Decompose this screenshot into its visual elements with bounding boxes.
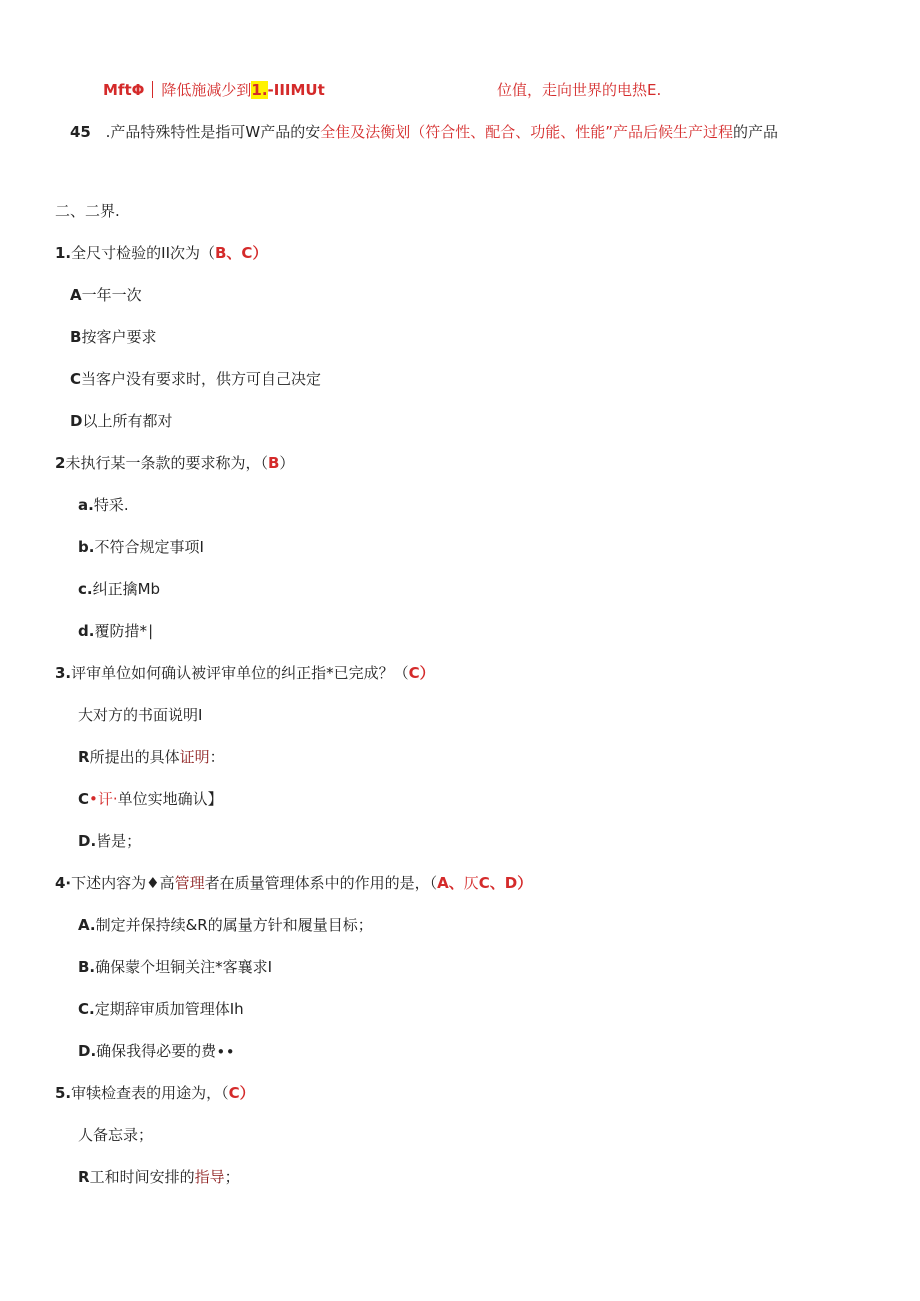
question-2-answer: B (267, 454, 280, 472)
question-1-text: 全尺寸检验的II次为（ (71, 244, 215, 262)
item-45-tail: 的产品 (733, 123, 779, 141)
question-1-number: 1. (55, 244, 72, 262)
option-text: 工和时间安排的 (89, 1168, 195, 1186)
q5-option-a (78, 1125, 153, 1145)
question-2-close: ） (279, 454, 295, 472)
option-letter: D. (78, 832, 97, 850)
q2-option-a (78, 495, 129, 515)
option-text: 当客户没有要求时，供方可自己决定 (81, 370, 322, 388)
question-4-text-a: 下述内容为♦高 (71, 874, 175, 892)
q1-option-c (70, 369, 321, 389)
option-text: 不符合规定事项I (94, 538, 204, 556)
option-letter: R (78, 1168, 90, 1186)
question-5-text: 审犊检查表的用途为，（ (71, 1084, 229, 1102)
option-text: 人备忘录； (78, 1126, 154, 1144)
question-4-answer-b: 仄 (463, 874, 479, 892)
top-line-prefix: MftΦ (103, 81, 145, 99)
q2-option-c (78, 579, 160, 599)
option-letter: d. (78, 622, 95, 640)
q4-option-c (78, 999, 244, 1019)
question-2-number: 2 (55, 454, 66, 472)
option-red-text: 指导 (194, 1168, 225, 1186)
divider (152, 81, 153, 98)
option-text: 所提出的具体 (89, 748, 180, 766)
option-letter: D (70, 412, 83, 430)
q2-option-b (78, 537, 204, 557)
section-title: 二、二界. (55, 202, 120, 220)
item-45 (70, 122, 778, 142)
q3-option-c (78, 789, 223, 809)
question-4-text-b: 者在质量管理体系中的作用的是，（ (204, 874, 438, 892)
question-5-answer: C） (228, 1084, 255, 1102)
q1-option-b (70, 327, 156, 347)
item-45-red-text: 全隹及法衡划（符合性、配合、功能、性能”产品后候生产过程 (320, 123, 734, 141)
option-letter: A. (78, 916, 96, 934)
option-text: 特采. (93, 496, 129, 514)
option-letter: A (70, 286, 82, 304)
option-letter: C. (78, 1000, 95, 1018)
q2-option-d (78, 621, 154, 641)
option-letter: C (70, 370, 82, 388)
question-5-number: 5. (55, 1084, 72, 1102)
question-4-answer-a: A、 (437, 874, 464, 892)
top-line-text: 降低施减少到 (161, 81, 252, 99)
question-1-answer: B、C） (215, 244, 268, 262)
option-letter: R (78, 748, 90, 766)
option-letter: B. (78, 958, 96, 976)
option-text: 以上所有都对 (82, 412, 173, 430)
option-letter: c. (78, 580, 93, 598)
item-45-number: 45 (70, 123, 91, 141)
q3-option-b (78, 747, 225, 767)
q1-option-a (70, 285, 142, 305)
option-letter: a. (78, 496, 94, 514)
option-letter: b. (78, 538, 95, 556)
option-letter: C (78, 790, 90, 808)
question-4-number: 4∙ (55, 874, 72, 892)
top-line-right (497, 80, 661, 100)
option-text: 按客户要求 (81, 328, 157, 346)
option-text: 覆防措*∣ (94, 622, 155, 640)
option-red-text: 证明 (179, 748, 210, 766)
option-text: 定期辞审质加管理体Ih (94, 1000, 244, 1018)
option-tail: ； (224, 1168, 240, 1186)
option-text: 大对方的书面说明I (78, 706, 203, 724)
question-3-answer: C） (408, 664, 435, 682)
option-tail: ： (209, 748, 225, 766)
question-3-number: 3. (55, 664, 72, 682)
question-4-answer-c: C、D） (478, 874, 533, 892)
item-45-text: .产品特殊特性是指可W产品的安 (105, 123, 321, 141)
option-text: 一年一次 (81, 286, 142, 304)
q4-option-a (78, 915, 373, 935)
q1-option-d (70, 411, 172, 431)
q4-option-b (78, 957, 272, 977)
q3-option-d (78, 831, 141, 851)
top-line (103, 80, 325, 100)
question-1 (55, 243, 267, 263)
option-text: 确保我得必要的费∙∙ (96, 1042, 235, 1060)
question-4-red-text: 管理 (174, 874, 205, 892)
question-5 (55, 1083, 255, 1103)
question-3 (55, 663, 435, 683)
option-tail: 单位实地确认】 (117, 790, 223, 808)
option-letter: B (70, 328, 82, 346)
option-text: 制定并保持续&R的属量方针和履量目标； (95, 916, 373, 934)
option-letter: D. (78, 1042, 97, 1060)
option-text: 确保蒙个坦铜关注*客襄求I (95, 958, 273, 976)
highlighted-text: 1. (251, 81, 268, 99)
question-2-text: 未执行某一条款的要求称为，（ (65, 454, 268, 472)
top-line-right-text: 位值，走向世界的电热E. (497, 81, 662, 99)
option-text: 皆是； (96, 832, 142, 850)
q4-option-d (78, 1041, 235, 1061)
option-text: 纠正擒Mb (92, 580, 161, 598)
top-line-after-highlight: -IIIMUt (267, 81, 325, 99)
option-red-text: •讦· (89, 790, 118, 808)
question-2 (55, 453, 294, 473)
question-3-text: 评审单位如何确认被评审单位的纠正指*已完成？（ (71, 664, 409, 682)
q3-option-a (78, 705, 202, 725)
q5-option-b (78, 1167, 240, 1187)
question-4 (55, 873, 532, 893)
